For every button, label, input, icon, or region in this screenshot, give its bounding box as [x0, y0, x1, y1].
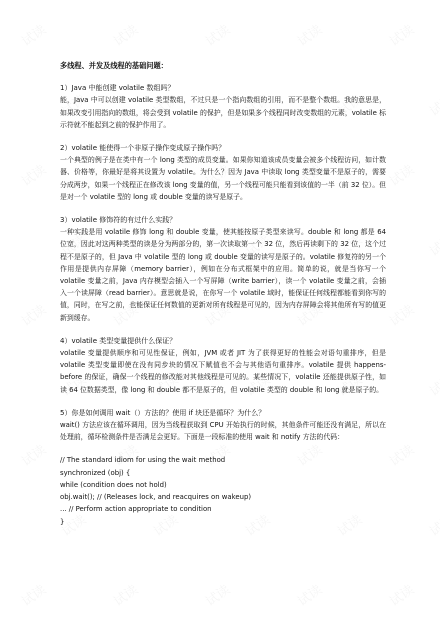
question-3: 3）volatile 修饰符的有过什么实践？ [60, 216, 177, 225]
watermark-text [385, 579, 417, 609]
document-title: 多线程、并发及线程的基础问题： [60, 61, 168, 70]
watermark-text [201, 19, 233, 49]
question-4: 4）volatile 类型变量提供什么保证？ [60, 336, 177, 345]
question-1: 1）Java 中能创建 volatile 数组吗？ [60, 84, 175, 93]
watermark-text [385, 159, 417, 189]
watermark-text [17, 439, 49, 469]
watermark-text [293, 579, 325, 609]
watermark-text [17, 579, 49, 609]
watermark-text [109, 579, 141, 609]
answer-1: 能，Java 中可以创建 volatile 类型数组，不过只是一个指向数组的引用，而不是整个数组。我的意思是，如果改变引用指向的数组，将会受到 volatile 的保护，但是如果多个线程同时改变数组的元素，volatile 标示符就不能起到之前的保护作用了。 [60, 96, 386, 129]
watermark-text [425, 509, 440, 539]
watermark-text [385, 299, 417, 329]
code-line: } [60, 517, 65, 526]
code-line: while (condition does not hold) [60, 480, 167, 489]
watermark-text [425, 229, 440, 259]
watermark-text [385, 19, 417, 49]
watermark-text [385, 439, 417, 469]
answer-3: 一种实践是用 volatile 修饰 long 和 double 变量，使其能按原子类型来读写。double 和 long 都是 64 位宽，因此对这两种类型的读是分为两部分的，第一次读取第一个 32 位，然后再读剩下的 32 位，这个过程不是原子的，但 Java 中 volatile 型的 long 或 double 变量的读写是原子的。volatile 修复符的另一个作用是提供内存屏障（memory barrier），例如在分布式框架中的应用。简单的说，就是当你写一个 volatile 变量之前，Java 内存模型会插入一个写屏障（write barrier），读一个 volatile 变量之前，会插入一个读屏障（read barrier）。意思就是说，在你写一个 volatile 域时，能保证任何线程都能看到你写的值，同时，在写之前，也能保证任何数值的更新对所有线程是可见的，因为内存屏障会将其他所有写的值更新到缓存。 [60, 228, 386, 322]
watermark-text [17, 299, 49, 329]
watermark-text [109, 19, 141, 49]
code-line: synchronized (obj) { [60, 468, 131, 477]
watermark-text [425, 89, 440, 119]
question-2: 2）volatile 能使得一个非原子操作变成原子操作吗？ [60, 144, 226, 153]
answer-5: wait() 方法应该在循环调用，因为当线程获取到 CPU 开始执行的时候，其他条件可能还没有满足，所以在处理前，循环检测条件是否满足会更好。下面是一段标准的使用 wait 和 notify 方法的代码： [60, 421, 386, 442]
document-body [60, 60, 386, 528]
code-block [60, 454, 386, 527]
watermark-text [201, 579, 233, 609]
watermark-text [17, 19, 49, 49]
code-line: ... // Perform action appropriate to condition [60, 505, 212, 514]
answer-2: 一个典型的例子是在类中有一个 long 类型的成员变量。如果你知道该成员变量会被多个线程访问，如计数器、价格等，你最好是将其设置为 volatile。为什么？因为 Java 中读取 long 类型变量不是原子的，需要分成两步，如果一个线程正在修改该 long 变量的值，另一个线程可能只能看到该值的一半（前 32 位）。但是对一个 volatile 型的 long 或 double 变量的读写是原子。 [60, 156, 386, 201]
watermark-text [17, 159, 49, 189]
watermark-text [293, 19, 325, 49]
answer-4: volatile 变量提供顺序和可见性保证，例如，JVM 或者 JIT 为了获得更好的性能会对语句重排序，但是 volatile 类型变量即使在没有同步块的情况下赋值也不会与其他语句重排序。volatile 提供 happens-before 的保证，确保一个线程的修改能对其他线程是可见的。某些情况下，volatile 还能提供原子性，如读 64 位数据类型，像 long 和 double 都不是原子的，但 volatile 类型的 double 和 long 就是原子的。 [60, 349, 386, 394]
code-line: obj.wait(); // (Releases lock, and reacquires on wakeup) [60, 493, 252, 502]
watermark-text [425, 369, 440, 399]
code-line: // The standard idiom for using the wait method [60, 456, 226, 465]
question-5: 5）你是如何调用 wait（）方法的？使用 if 块还是循环？为什么？ [60, 408, 266, 417]
